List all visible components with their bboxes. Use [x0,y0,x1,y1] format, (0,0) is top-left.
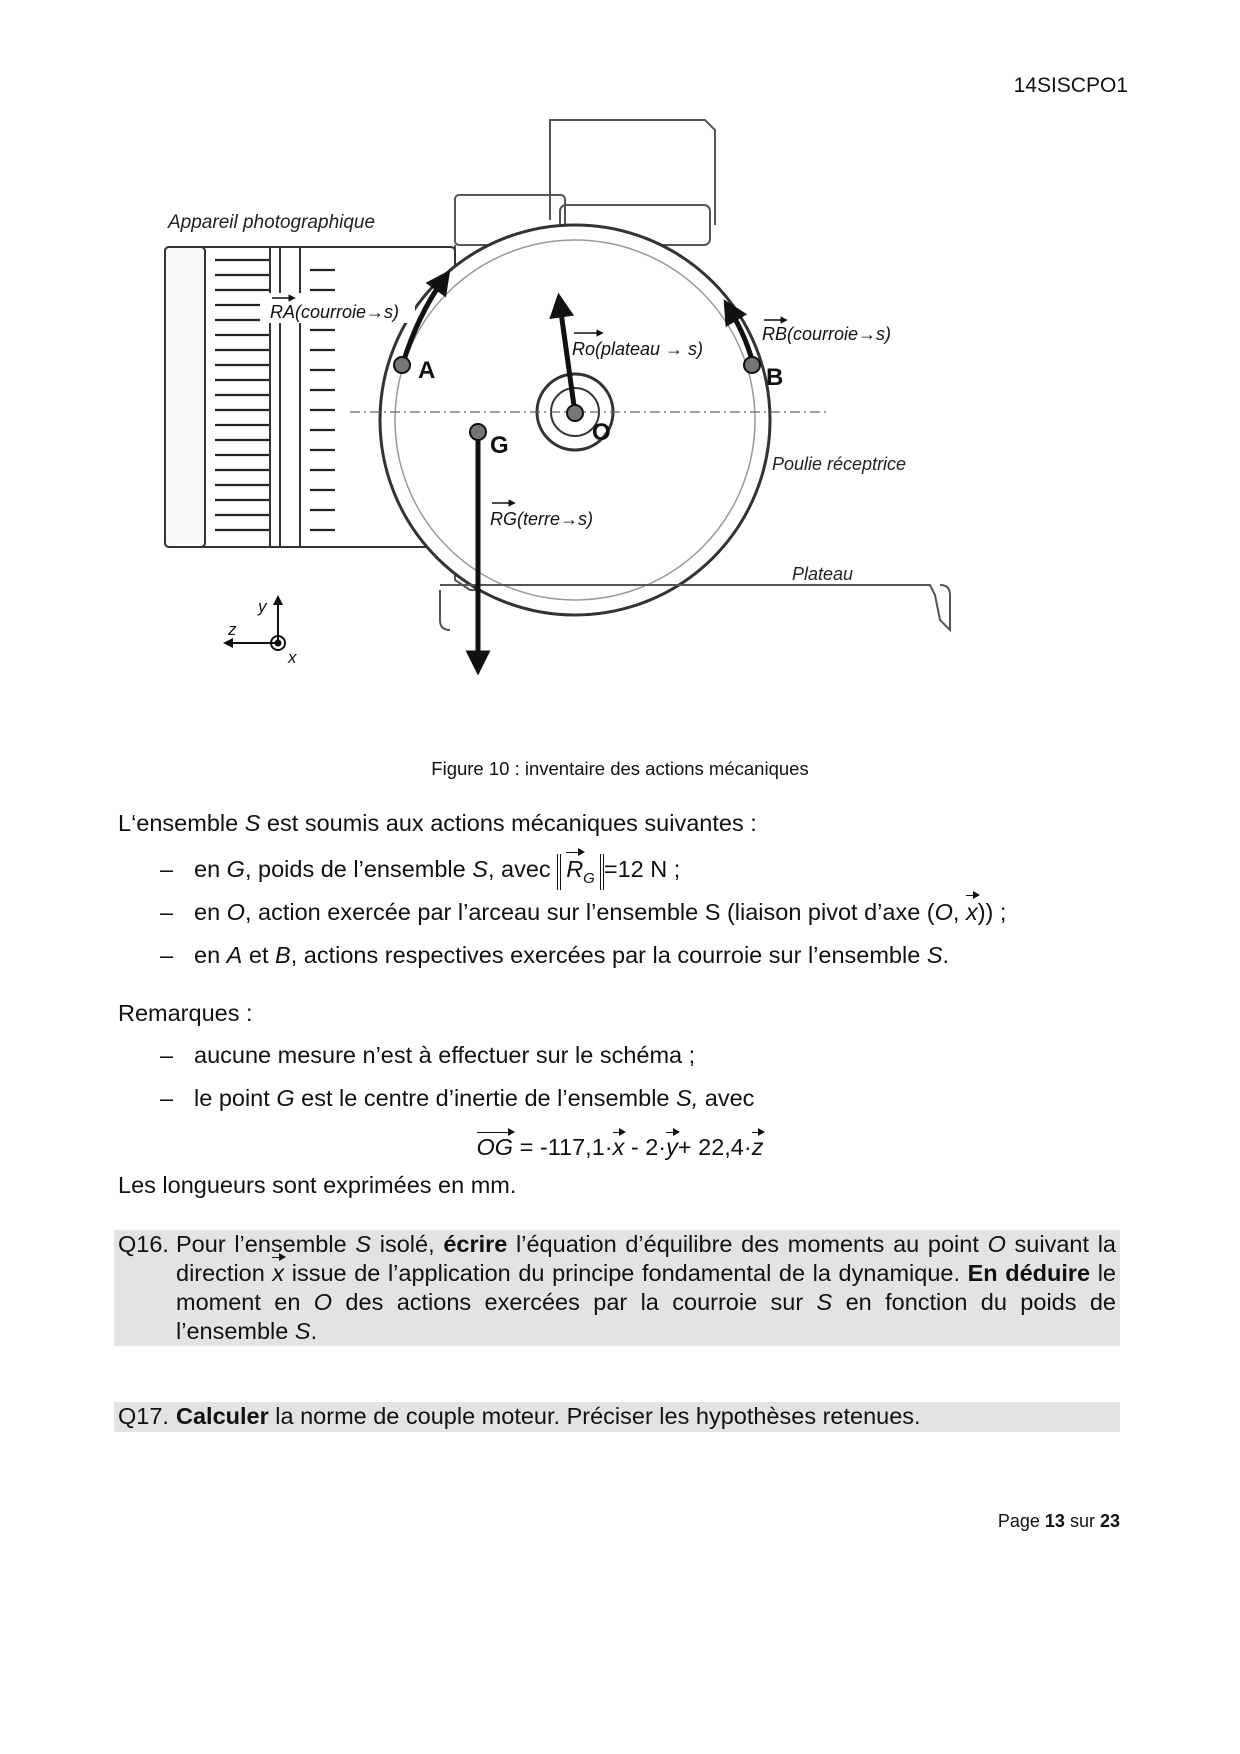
mechanical-actions-figure [160,115,1080,765]
label-point-g: G [490,432,509,459]
intro-paragraph: L‘ensemble S est soumis aux actions mécaniques suivantes : [118,810,757,836]
og-formula: OG = -117,1·x - 2·y+ 22,4·z [476,1134,764,1160]
question-17-number: Q17. [118,1403,169,1429]
label-rg: RG(terre→s) [490,509,593,529]
page-footer: Page 13 sur 23 [997,1511,1120,1531]
label-plate: Plateau [792,564,854,584]
label-point-a: A [418,357,436,384]
remark-item-2: – le point G est le centre d’inertie de l’ensemble S, avec [160,1083,754,1126]
label-point-o: O [592,419,611,446]
figure-drawing [160,115,1080,765]
point-o-dot [567,405,583,421]
label-ro: Ro(plateau → s) [572,339,704,359]
axis-z-label: z [228,620,237,639]
axis-x-label: x [288,648,297,667]
point-a-dot [394,357,410,373]
label-ra: RA(courroie→s) [270,302,400,322]
action-item-o: – en O, action exercée par l’arceau sur l’ensemble S (liaison pivot d’axe (O, x)) ; [160,897,1006,940]
action-item-ab: – en A et B, actions respectives exercées par la courroie sur l’ensemble S. [160,940,1006,983]
question-17-text: Calculer la norme de couple moteur. Préciser les hypothèses retenues. [176,1403,921,1429]
label-camera: Appareil photographique [168,212,376,233]
axes-symbol [228,600,285,650]
question-16-text: Pour l’ensemble S isolé, écrire l’équation d’équilibre des moments au point O suivant la direction x issue de l’application du principe fondamental de la dynamique. En déduire le moment en O des actions exercées par la courroie sur S en fonction du poids de l’ensemble S. [176,1231,1116,1344]
question-17 [114,1402,1120,1432]
actions-list [160,854,1006,983]
document-reference: 14SISCPO1 [1013,74,1128,97]
point-g-dot [470,424,486,440]
norm-rg: $R_G$ [557,854,604,890]
question-16-number: Q16. [118,1231,169,1257]
question-16 [114,1230,1120,1346]
label-point-b: B [766,364,784,391]
units-note: Les longueurs sont exprimées en mm. [118,1172,517,1198]
axis-y-label: y [258,597,267,616]
figure-caption: Figure 10 : inventaire des actions mécaniques [431,758,809,779]
label-rb: RB(courroie→s) [762,324,892,344]
remarks-heading: Remarques : [118,1000,253,1026]
point-b-dot [744,357,760,373]
action-item-g: – en G, poids de l’ensemble S, avec $R_G =12$ N ; [160,854,1006,897]
label-pulley: Poulie réceptrice [772,454,907,474]
remark-item-1: – aucune mesure n’est à effectuer sur le schéma ; [160,1040,754,1083]
remarks-list [160,1040,754,1126]
